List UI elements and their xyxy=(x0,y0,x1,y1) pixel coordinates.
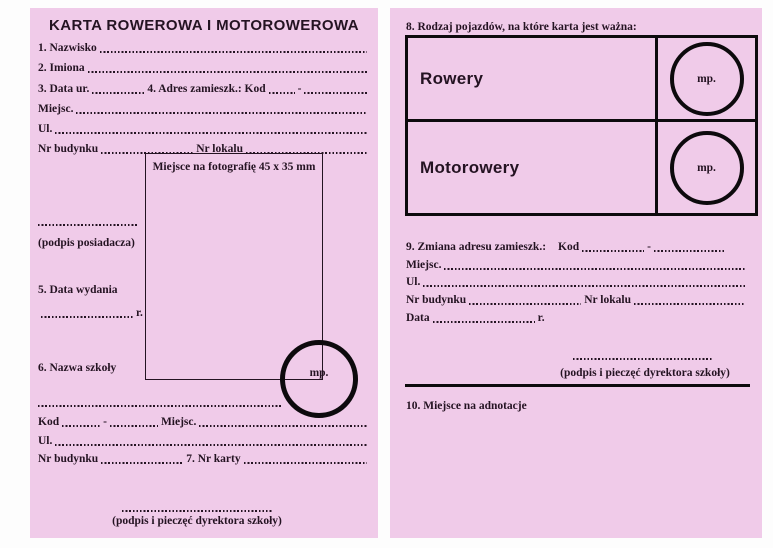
nazwa-szkoly-label: 6. Nazwa szkoły xyxy=(38,362,117,374)
field-row-miejsc xyxy=(38,96,370,116)
s9-budynek-lokal-row xyxy=(406,289,748,307)
director-signature-block xyxy=(77,506,317,528)
dotted-line xyxy=(62,425,100,427)
field-row-ul xyxy=(38,116,370,136)
year-suffix: r. xyxy=(136,307,143,319)
school-kod-row xyxy=(38,411,370,429)
field-row-imiona xyxy=(38,55,370,75)
s9-kod-dash: - xyxy=(647,240,651,253)
school-ul-row xyxy=(38,429,370,447)
school-kod-dash: - xyxy=(103,416,107,429)
section10-heading: 10. Miejsce na adnotacje xyxy=(406,400,527,412)
s9-ul-row xyxy=(406,272,748,290)
stamp-label: mp. xyxy=(697,161,716,174)
dotted-line xyxy=(55,444,367,446)
school-budynek-karta-row xyxy=(38,448,370,466)
dotted-line xyxy=(92,92,144,94)
school-kod-label: Kod xyxy=(38,416,60,429)
kod-dash: - xyxy=(297,82,302,95)
s9-kod-label: Kod xyxy=(558,240,580,253)
field-row-nazwisko xyxy=(38,35,370,55)
nr-karty-label: 7. Nr karty xyxy=(186,452,241,465)
dotted-line xyxy=(199,425,367,427)
nazwisko-label: 1. Nazwisko xyxy=(38,42,97,55)
section8-heading: 8. Rodzaj pojazdów, na które karta jest ważna: xyxy=(406,21,637,33)
nr-budynku-label: Nr budynku xyxy=(38,143,99,156)
s9-miejsc-row xyxy=(406,254,748,272)
vehicle-table xyxy=(405,35,758,216)
dotted-line xyxy=(76,112,367,114)
director-signature-line xyxy=(122,510,272,512)
imiona-label: 2. Imiona xyxy=(38,62,85,75)
dotted-line xyxy=(634,303,745,305)
card-front-page xyxy=(30,8,378,538)
vehicle-label-motorowery: Motorowery xyxy=(408,122,658,213)
vehicle-row-rowery xyxy=(408,38,755,122)
photo-box-label: Miejsce na fotografię 45 x 35 mm xyxy=(152,161,316,173)
school-ul-label: Ul. xyxy=(38,434,53,447)
ul-label: Ul. xyxy=(38,122,53,135)
dotted-line xyxy=(469,303,581,305)
dotted-line xyxy=(433,321,535,323)
dotted-line xyxy=(582,250,644,252)
nr-lokalu-label: Nr lokalu xyxy=(196,143,243,156)
director-signature-caption: (podpis i pieczęć dyrektora szkoły) xyxy=(560,367,730,379)
dotted-line xyxy=(654,250,726,252)
data-wydania-label: 5. Data wydania xyxy=(38,284,118,296)
form-title: KARTA ROWEROWA I MOTOROWEROWA xyxy=(49,17,359,34)
stamp-circle xyxy=(280,340,358,418)
school-address-fields xyxy=(38,411,370,466)
dotted-line xyxy=(100,51,367,53)
data-ur-label: 3. Data ur. xyxy=(38,82,90,95)
issue-date-row xyxy=(38,304,158,320)
address-change-fields xyxy=(406,236,748,325)
dotted-line xyxy=(55,132,367,134)
s9-year-suffix: r. xyxy=(537,311,545,324)
section9-heading: 9. Zmiana adresu zamieszk.: xyxy=(406,240,547,253)
s9-nr-lokalu-label: Nr lokalu xyxy=(584,294,631,307)
stamp-cell-motorowery xyxy=(658,122,755,213)
director-signature-caption: (podpis i pieczęć dyrektora szkoły) xyxy=(112,515,282,527)
director-signature-line xyxy=(573,358,712,360)
dotted-line xyxy=(41,316,133,318)
school-name-line xyxy=(38,405,283,407)
s9-data-label: Data xyxy=(406,311,430,324)
vehicle-row-motorowery xyxy=(408,122,755,213)
adres-kod-label: 4. Adres zamieszk.: Kod xyxy=(147,82,266,95)
s9-ul-label: Ul. xyxy=(406,276,421,289)
s9-nr-budynku-label: Nr budynku xyxy=(406,294,467,307)
dotted-line xyxy=(304,92,367,94)
personal-fields xyxy=(38,35,370,156)
school-miejsc-label: Miejsc. xyxy=(160,416,197,429)
card-back-page xyxy=(390,8,762,538)
s9-miejsc-label: Miejsc. xyxy=(406,258,442,271)
dotted-line xyxy=(244,462,367,464)
school-nr-budynku-label: Nr budynku xyxy=(38,452,99,465)
dotted-line xyxy=(444,268,745,270)
field-row-dataur-adres xyxy=(38,75,370,95)
holder-signature-caption: (podpis posiadacza) xyxy=(38,237,135,249)
dotted-line xyxy=(423,285,745,287)
section-divider-line xyxy=(405,384,750,387)
dotted-line xyxy=(110,425,158,427)
dotted-line xyxy=(101,462,183,464)
miejsc-label: Miejsc. xyxy=(38,102,74,115)
stamp-label: mp. xyxy=(697,72,716,85)
stamp-label: mp. xyxy=(309,367,329,379)
s9-data-row xyxy=(406,307,748,325)
stamp-circle xyxy=(670,42,744,116)
section9-heading-row xyxy=(406,236,748,254)
stamp-cell-rowery xyxy=(658,38,755,119)
holder-signature-line xyxy=(38,224,138,226)
vehicle-label-rowery: Rowery xyxy=(408,38,658,119)
dotted-line xyxy=(88,71,367,73)
dotted-line xyxy=(269,92,295,94)
stamp-circle xyxy=(670,131,744,205)
